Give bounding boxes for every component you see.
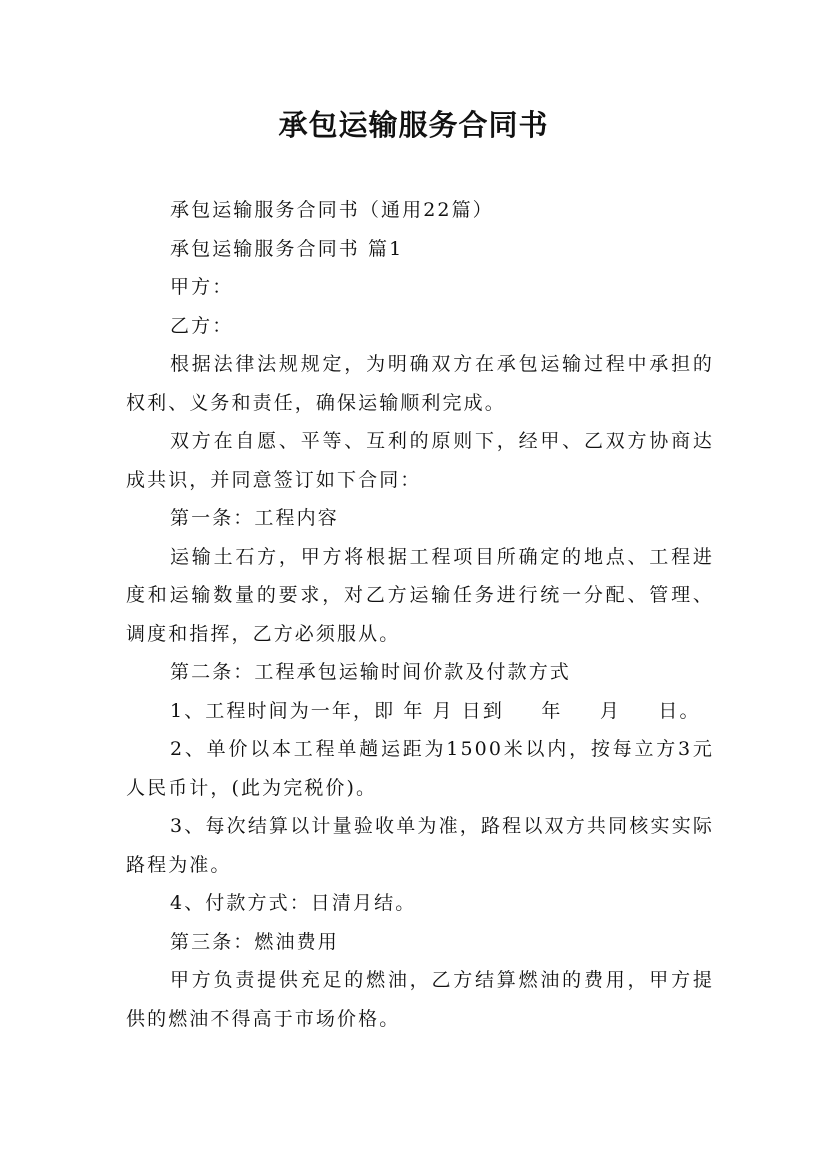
paragraph-party-a: 甲方： <box>170 276 234 298</box>
paragraph-article-3-heading: 第三条：燃油费用 <box>170 930 339 953</box>
paragraph-section-heading: 承包运输服务合同书 篇1 <box>170 237 404 260</box>
paragraph-article-1-heading: 第一条：工程内容 <box>170 507 339 529</box>
paragraph-article-2-item-4: 4、付款方式：日清月结。 <box>170 892 417 914</box>
paragraph-party-b: 乙方： <box>170 314 234 337</box>
paragraph-subtitle: 承包运输服务合同书（通用22篇） <box>170 199 494 221</box>
document-title: 承包运输服务合同书 <box>278 108 549 142</box>
paragraph-article-1-body: 运输土石方，甲方将根据工程项目所确定的地点、工程进度和运输数量的要求，对乙方运输任务进行统一分配、管理、调度和指挥，乙方必须服从。 <box>126 545 714 645</box>
paragraph-article-2-item-3: 3、每次结算以计量验收单为准，路程以双方共同核实实际路程为准。 <box>126 815 714 876</box>
paragraph-article-2-heading: 第二条：工程承包运输时间价款及付款方式 <box>170 661 571 683</box>
paragraph-agreement: 双方在自愿、平等、互利的原则下，经甲、乙双方协商达成共识，并同意签订如下合同： <box>126 430 714 491</box>
document-body <box>126 191 714 1038</box>
paragraph-article-3-body: 甲方负责提供充足的燃油，乙方结算燃油的费用，甲方提供的燃油不得高于市场价格。 <box>126 969 714 1030</box>
paragraph-purpose: 根据法律法规规定，为明确双方在承包运输过程中承担的权利、义务和责任，确保运输顺利完成。 <box>126 353 714 414</box>
paragraph-article-2-item-2: 2、单价以本工程单趟运距为1500米以内，按每立方3元人民币计，(此为完税价)。 <box>126 738 714 799</box>
paragraph-article-2-item-1: 1、工程时间为一年，即 年 月 日到 年 月 日。 <box>170 699 701 722</box>
